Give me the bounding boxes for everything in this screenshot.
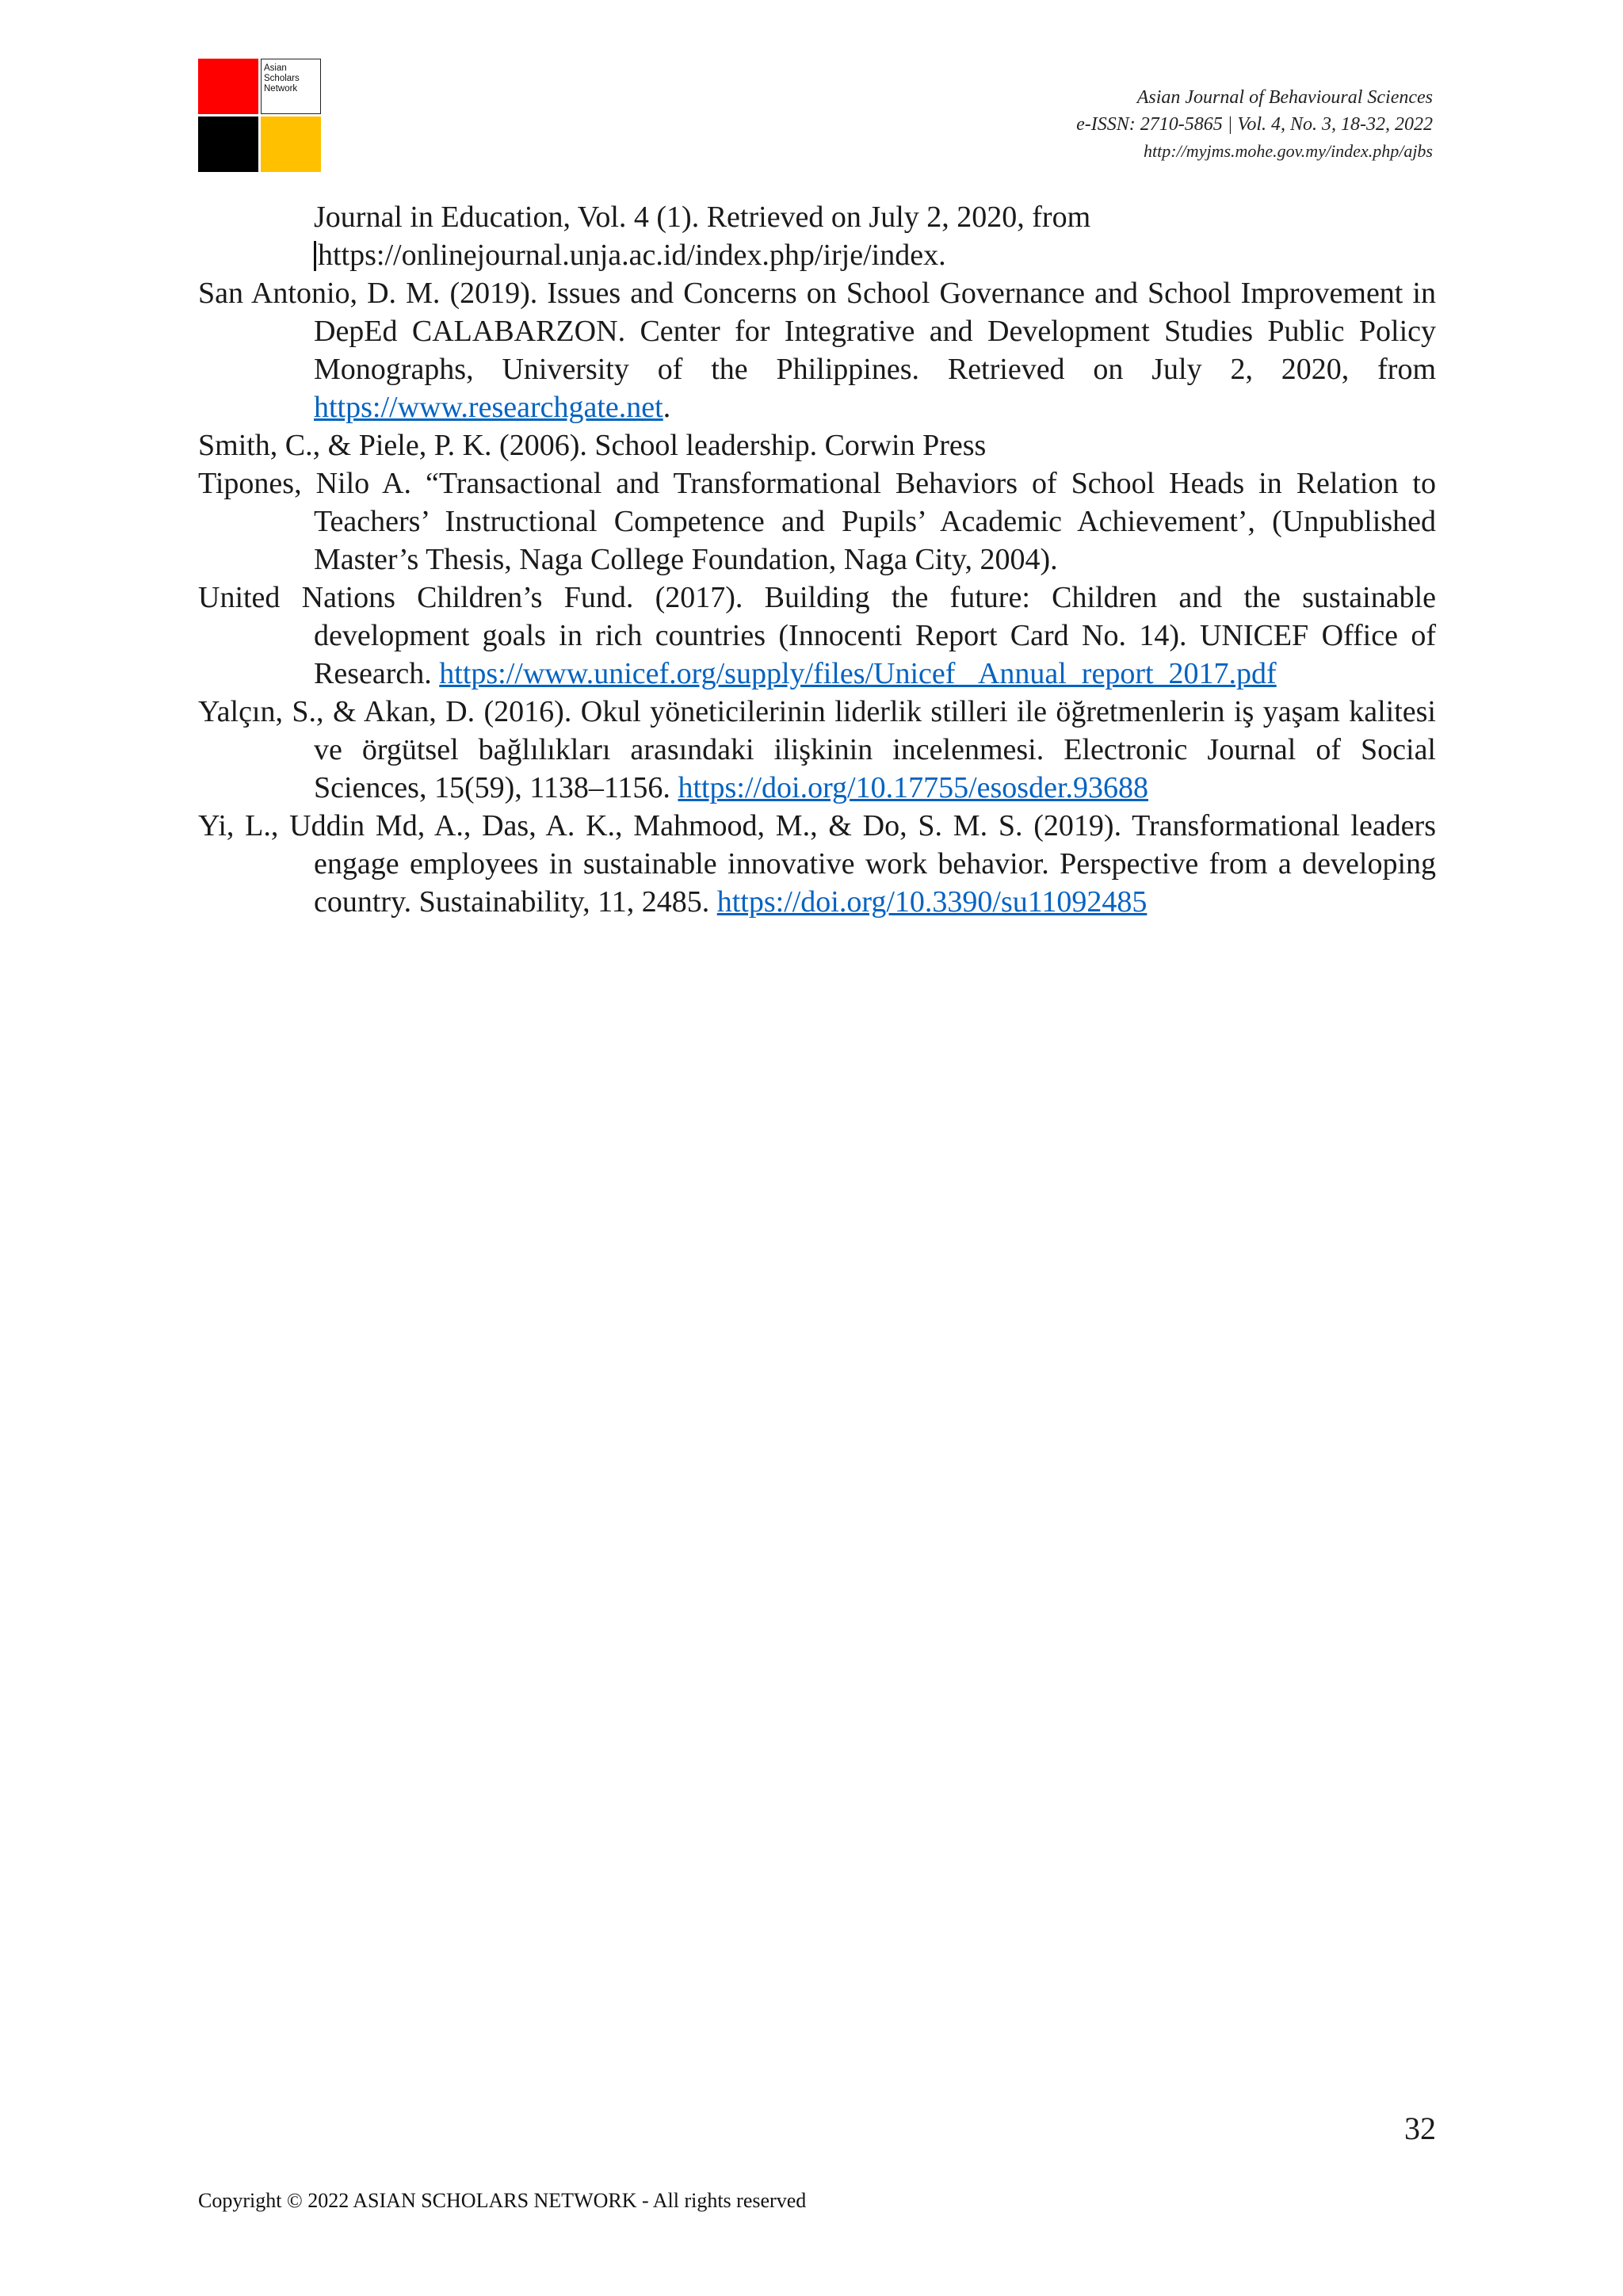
reference-item: Smith, C., & Piele, P. K. (2006). School leadership. Corwin Press	[198, 429, 987, 462]
logo-black-square	[198, 117, 258, 172]
journal-header	[1076, 84, 1433, 165]
reference-item: Tipones, Nilo A. “Transactional and Transformational Behaviors of School Heads in Relation to Teachers’ Instructional Competence and Pupils’ Academic Achievement’, (Unpublished Master’s Thesis, Naga College Foundation, Naga City, 2004).	[198, 467, 1436, 576]
reference-item: San Antonio, D. M. (2019). Issues and Concerns on School Governance and School Improvement in DepEd CALABARZON. Center for Integrative and Development Studies Public Policy Monographs, University of the Philippines. Retrieved on July 2, 2020, from https://www.researchgate.net.	[198, 277, 1436, 424]
text-cursor	[314, 241, 316, 271]
reference-item: United Nations Children’s Fund. (2017). Building the future: Children and the sustainable development goals in rich countries (Innocenti Report Card No. 14). UNICEF Office of Research. https://www.unicef.org/supply/files/Unicef _Annual_report_2017.pdf	[198, 581, 1436, 690]
publisher-logo	[198, 59, 322, 173]
logo-text: Asian Scholars Network	[264, 63, 300, 94]
page-number: 32	[1404, 2111, 1436, 2146]
journal-url: http://myjms.mohe.gov.my/index.php/ajbs	[1144, 141, 1433, 161]
journal-title: Asian Journal of Behavioural Sciences	[1136, 87, 1433, 108]
reference-link[interactable]: https://doi.org/10.17755/esosder.93688	[678, 771, 1149, 804]
reference-item: Yalçın, S., & Akan, D. (2016). Okul yöneticilerinin liderlik stilleri ile öğretmenlerin iş yaşam kalitesi ve örgütsel bağlılıkları arasındaki ilişkinin incelenmesi. Electronic Journal of Social Sciences, 15(59), 1138–1156. https://doi.org/10.17755/esosder.93688	[198, 695, 1436, 804]
logo-red-square	[198, 59, 258, 114]
copyright-footer: Copyright © 2022 ASIAN SCHOLARS NETWORK - All rights reserved	[198, 2189, 807, 2212]
reference-item: Journal in Education, Vol. 4 (1). Retrieved on July 2, 2020, from https://onlinejournal.unja.ac.id/index.php/irje/index.	[314, 201, 1091, 272]
reference-link[interactable]: https://www.unicef.org/supply/files/Unicef _Annual_report_2017.pdf	[439, 657, 1277, 690]
logo-yellow-square	[261, 117, 321, 172]
reference-item: Yi, L., Uddin Md, A., Das, A. K., Mahmood, M., & Do, S. M. S. (2019). Transformational leaders engage employees in sustainable innovative work behavior. Perspective from a developing country. Sustainability, 11, 2485. https://doi.org/10.3390/su11092485	[198, 809, 1436, 919]
journal-issn: e-ISSN: 2710-5865 | Vol. 4, No. 3, 18-32, 2022	[1076, 114, 1433, 135]
reference-link[interactable]: https://www.researchgate.net	[314, 391, 663, 424]
reference-link[interactable]: https://doi.org/10.3390/su11092485	[716, 885, 1148, 919]
reference-list	[198, 198, 1436, 921]
